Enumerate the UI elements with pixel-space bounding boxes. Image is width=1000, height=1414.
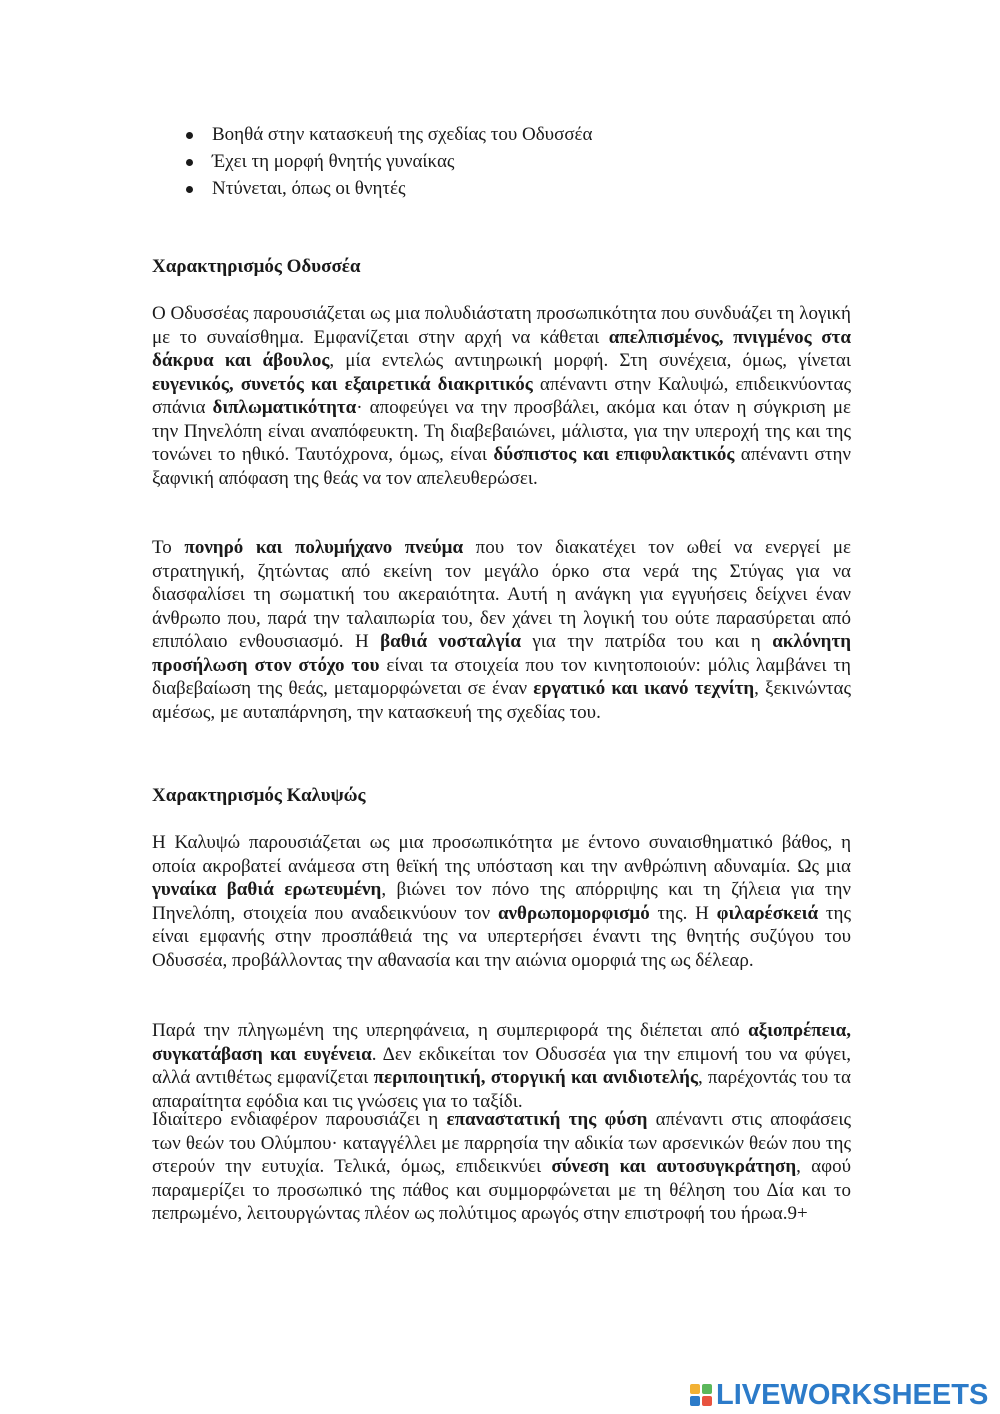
paragraph-calypso-1: Η Καλυψώ παρουσιάζεται ως μια προσωπικότητα με έντονο συναισθηματικό βάθος, η οποία ακροβατεί ανάμεσα στη θεϊκή της υπόσταση και την ανθρώπινη αδυναμία. Ως μια γυναίκα βαθιά ερωτευμένη, βιώνει τον πόνο της απόρριψης και τη ζήλεια για την Πηνελόπη, στοιχεία που αναδεικνύουν τον ανθρωπομορφισμό της. Η φιλαρέσκειά της είναι εμφανής στην προσπάθειά της να υπερτερήσει έναντι της θνητής συζύγου του Οδυσσέα, προβάλλοντας την αθανασία και την αιώνια ομορφιά της ως δέλεαρ. [152,832,851,971]
emphasis-text: ακλόνητη προσήλωση στον στόχο του [152,631,851,676]
emphasis-text: βαθιά νοσταλγία [380,631,521,652]
heading-odysseus: Χαρακτηρισμός Οδυσσέα [152,256,361,277]
emphasis-text: περιποιητική, στοργική και ανιδιοτελής [373,1067,698,1088]
emphasis-text: ανθρωπομορφισμό [497,902,650,924]
emphasis-text: φιλαρέσκειά [716,902,819,924]
emphasis-text: επαναστατική της φύση [446,1109,648,1130]
paragraph-odysseus-2: Το πονηρό και πολυμήχανο πνεύμα που τον διακατέχει τον ωθεί να ενεργεί με στρατηγική, ζητώντας από εκείνη τον μεγάλο όρκο στα νερά της Στύγας για να διασφαλίσει τη σωματική του ακεραιότητα. Αυτή η ανάγκη για εγγυήσεις δείχνει έναν άνθρωπο που, παρά την ταλαιπωρία του, δεν χάνει τη λογική του ούτε παρασύρεται από επιπόλαιο ενθουσιασμό. Η βαθιά νοσταλγία για την πατρίδα του και η ακλόνητη προσήλωση στον στόχο του είναι τα στοιχεία που τον κινητοποιούν: μόλις λαμβάνει τη διαβεβαίωση της θεάς, μεταμορφώνεται σε έναν εργατικό και ικανό τεχνίτη, ξεκινώντας αμέσως, με αυταπάρνηση, την κατασκευή της σχεδίας του. [152,537,851,723]
bullet-item: Ντύνεται, όπως οι θνητές [180,175,593,202]
emphasis-text: πονηρό και πολυμήχανο πνεύμα [184,537,464,558]
emphasis-text: αξιοπρέπεια, συγκατάβαση και ευγένεια [152,1020,851,1065]
bullet-dot-icon [186,132,193,139]
bullet-dot-icon [186,186,193,193]
feature-bullet-list [180,121,593,202]
brand-text: LIVEWORKSHEETS [716,1378,989,1411]
emphasis-text: δύσπιστος και επιφυλακτικός [493,444,735,465]
bullet-item: Βοηθά στην κατασκευή της σχεδίας του Οδυσσέα [180,121,593,148]
bullet-dot-icon [186,159,193,166]
emphasis-text: γυναίκα βαθιά ερωτευμένη [152,879,382,900]
logo-square [702,1384,712,1394]
emphasis-text: ευγενικός, συνετός και εξαιρετικά διακριτικός [152,373,533,395]
logo-square [690,1384,700,1394]
logo-square [690,1396,700,1406]
emphasis-text: απελπισμένος, πνιγμένος στα δάκρυα και άβουλος [152,326,851,371]
liveworksheets-brand [690,1378,988,1412]
emphasis-text: σύνεση και αυτοσυγκράτηση [551,1156,797,1177]
emphasis-text: εργατικό και ικανό τεχνίτη [533,678,755,699]
paragraph-calypso-2: Παρά την πληγωμένη της υπερηφάνεια, η συμπεριφορά της διέπεται από αξιοπρέπεια, συγκατάβαση και ευγένεια. Δεν εκδικείται τον Οδυσσέα για την επιμονή του να φύγει, αλλά αντιθέτως εμφανίζεται περιποιητική, στοργική και ανιδιοτελής, παρέχοντάς του τα απαραίτητα εφόδια και τις γνώσεις για το ταξίδι. [152,1020,851,1112]
paragraph-odysseus-1: Ο Οδυσσέας παρουσιάζεται ως μια πολυδιάστατη προσωπικότητα που συνδυάζει τη λογική με το συναίσθημα. Εμφανίζεται στην αρχή να κάθεται απελπισμένος, πνιγμένος στα δάκρυα και άβουλος, μία εντελώς αντιηρωική μορφή. Στη συνέχεια, όμως, γίνεται ευγενικός, συνετός και εξαιρετικά διακριτικός απέναντι στην Καλυψώ, επιδεικνύοντας σπάνια διπλωματικότητα· αποφεύγει να την προσβάλει, ακόμα και όταν η σύγκριση με την Πηνελόπη είναι αναπόφευκτη. Τη διαβεβαιώνει, μάλιστα, για την υπεροχή της και της τονώνει το ηθικό. Ταυτόχρονα, όμως, είναι δύσπιστος και επιφυλακτικός απέναντι στην ξαφνική απόφαση της θεάς να τον απελευθερώσει. [152,303,852,489]
logo-square [702,1396,712,1406]
emphasis-text: διπλωματικότητα [212,397,357,418]
bullet-item: Έχει τη μορφή θνητής γυναίκας [180,148,593,175]
paragraph-calypso-3: Ιδιαίτερο ενδιαφέρον παρουσιάζει η επαναστατική της φύση απέναντι στις αποφάσεις των θεών του Ολύμπου· καταγγέλλει με παρρησία την αδικία των αρσενικών θεών που της στερούν την ευτυχία. Τελικά, όμως, επιδεικνύει σύνεση και αυτοσυγκράτηση, αφού παραμερίζει το προσωπικό της πάθος και συμμορφώνεται με τη θέληση του Δία και το πεπρωμένο, λειτουργώντας πλέον ως πολύτιμος αρωγός στην επιστροφή του ήρωα.9+ [152,1109,852,1224]
liveworksheets-logo-icon [690,1384,712,1406]
heading-calypso: Χαρακτηρισμός Καλυψώς [152,785,366,806]
